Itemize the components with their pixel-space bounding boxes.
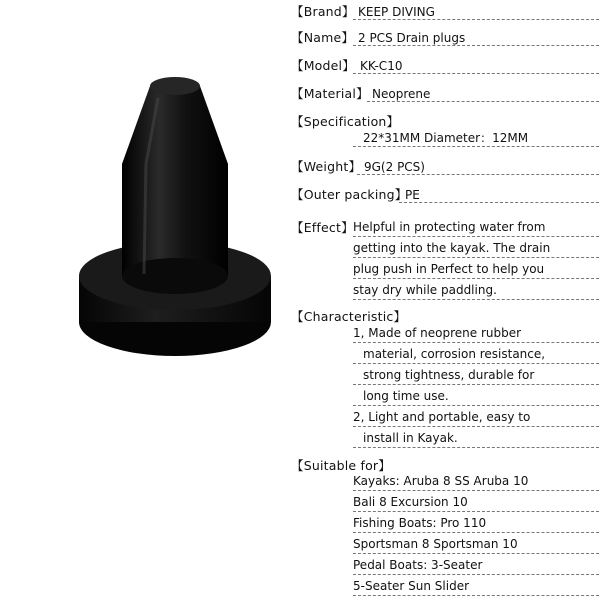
characteristic-label: 【Characteristic】 [291,309,407,324]
material-label: 【Material】 [291,86,369,101]
effect-line-3: plug push in Perfect to help you [353,262,545,276]
suitable-line-5: Pedal Boats: 3-Seater [353,558,483,572]
suitable-line-1: Kayaks: Aruba 8 SS Aruba 10 [353,474,529,488]
characteristic-line-4: long time use. [363,389,449,403]
specification-value: 22*31MM Diameter：12MM [363,131,529,145]
material-value: Neoprene [372,87,431,101]
model-label: 【Model】 [291,58,355,73]
effect-line-1: Helpful in protecting water from [353,220,546,234]
weight-label: 【Weight】 [291,159,362,174]
suitable-line-2: Bali 8 Excursion 10 [353,495,468,509]
name-value: 2 PCS Drain plugs [358,31,466,45]
effect-line-2: getting into the kayak. The drain [353,241,551,255]
specification-label: 【Specification】 [291,114,400,129]
weight-value: 9G(2 PCS) [364,160,425,174]
suitable-line-4: Sportsman 8 Sportsman 10 [353,537,518,551]
plug-tip [150,77,200,95]
effect-label: 【Effect】 [291,220,354,235]
brand-label: 【Brand】 [291,4,355,19]
outer-packing-value: PE [405,188,420,202]
characteristic-line-1: 1, Made of neoprene rubber [353,326,522,340]
suitable-line-3: Fishing Boats: Pro 110 [353,516,487,530]
brand-value: KEEP DIVING [358,5,435,19]
characteristic-line-2: material, corrosion resistance, [363,347,546,361]
plug-cone [122,86,228,172]
outer-packing-label: 【Outer packing】 [291,187,408,202]
effect-line-4: stay dry while paddling. [353,283,497,297]
drain-plug-image [70,64,280,364]
suitable-line-6: 5-Seater Sun Slider [353,579,470,593]
suitable-for-label: 【Suitable for】 [291,458,391,473]
characteristic-line-5: 2, Light and portable, easy to [353,410,531,424]
model-value: KK-C10 [360,59,403,73]
characteristic-line-6: install in Kayak. [363,431,458,445]
characteristic-line-3: strong tightness, durable for [363,368,535,382]
name-label: 【Name】 [291,30,355,45]
